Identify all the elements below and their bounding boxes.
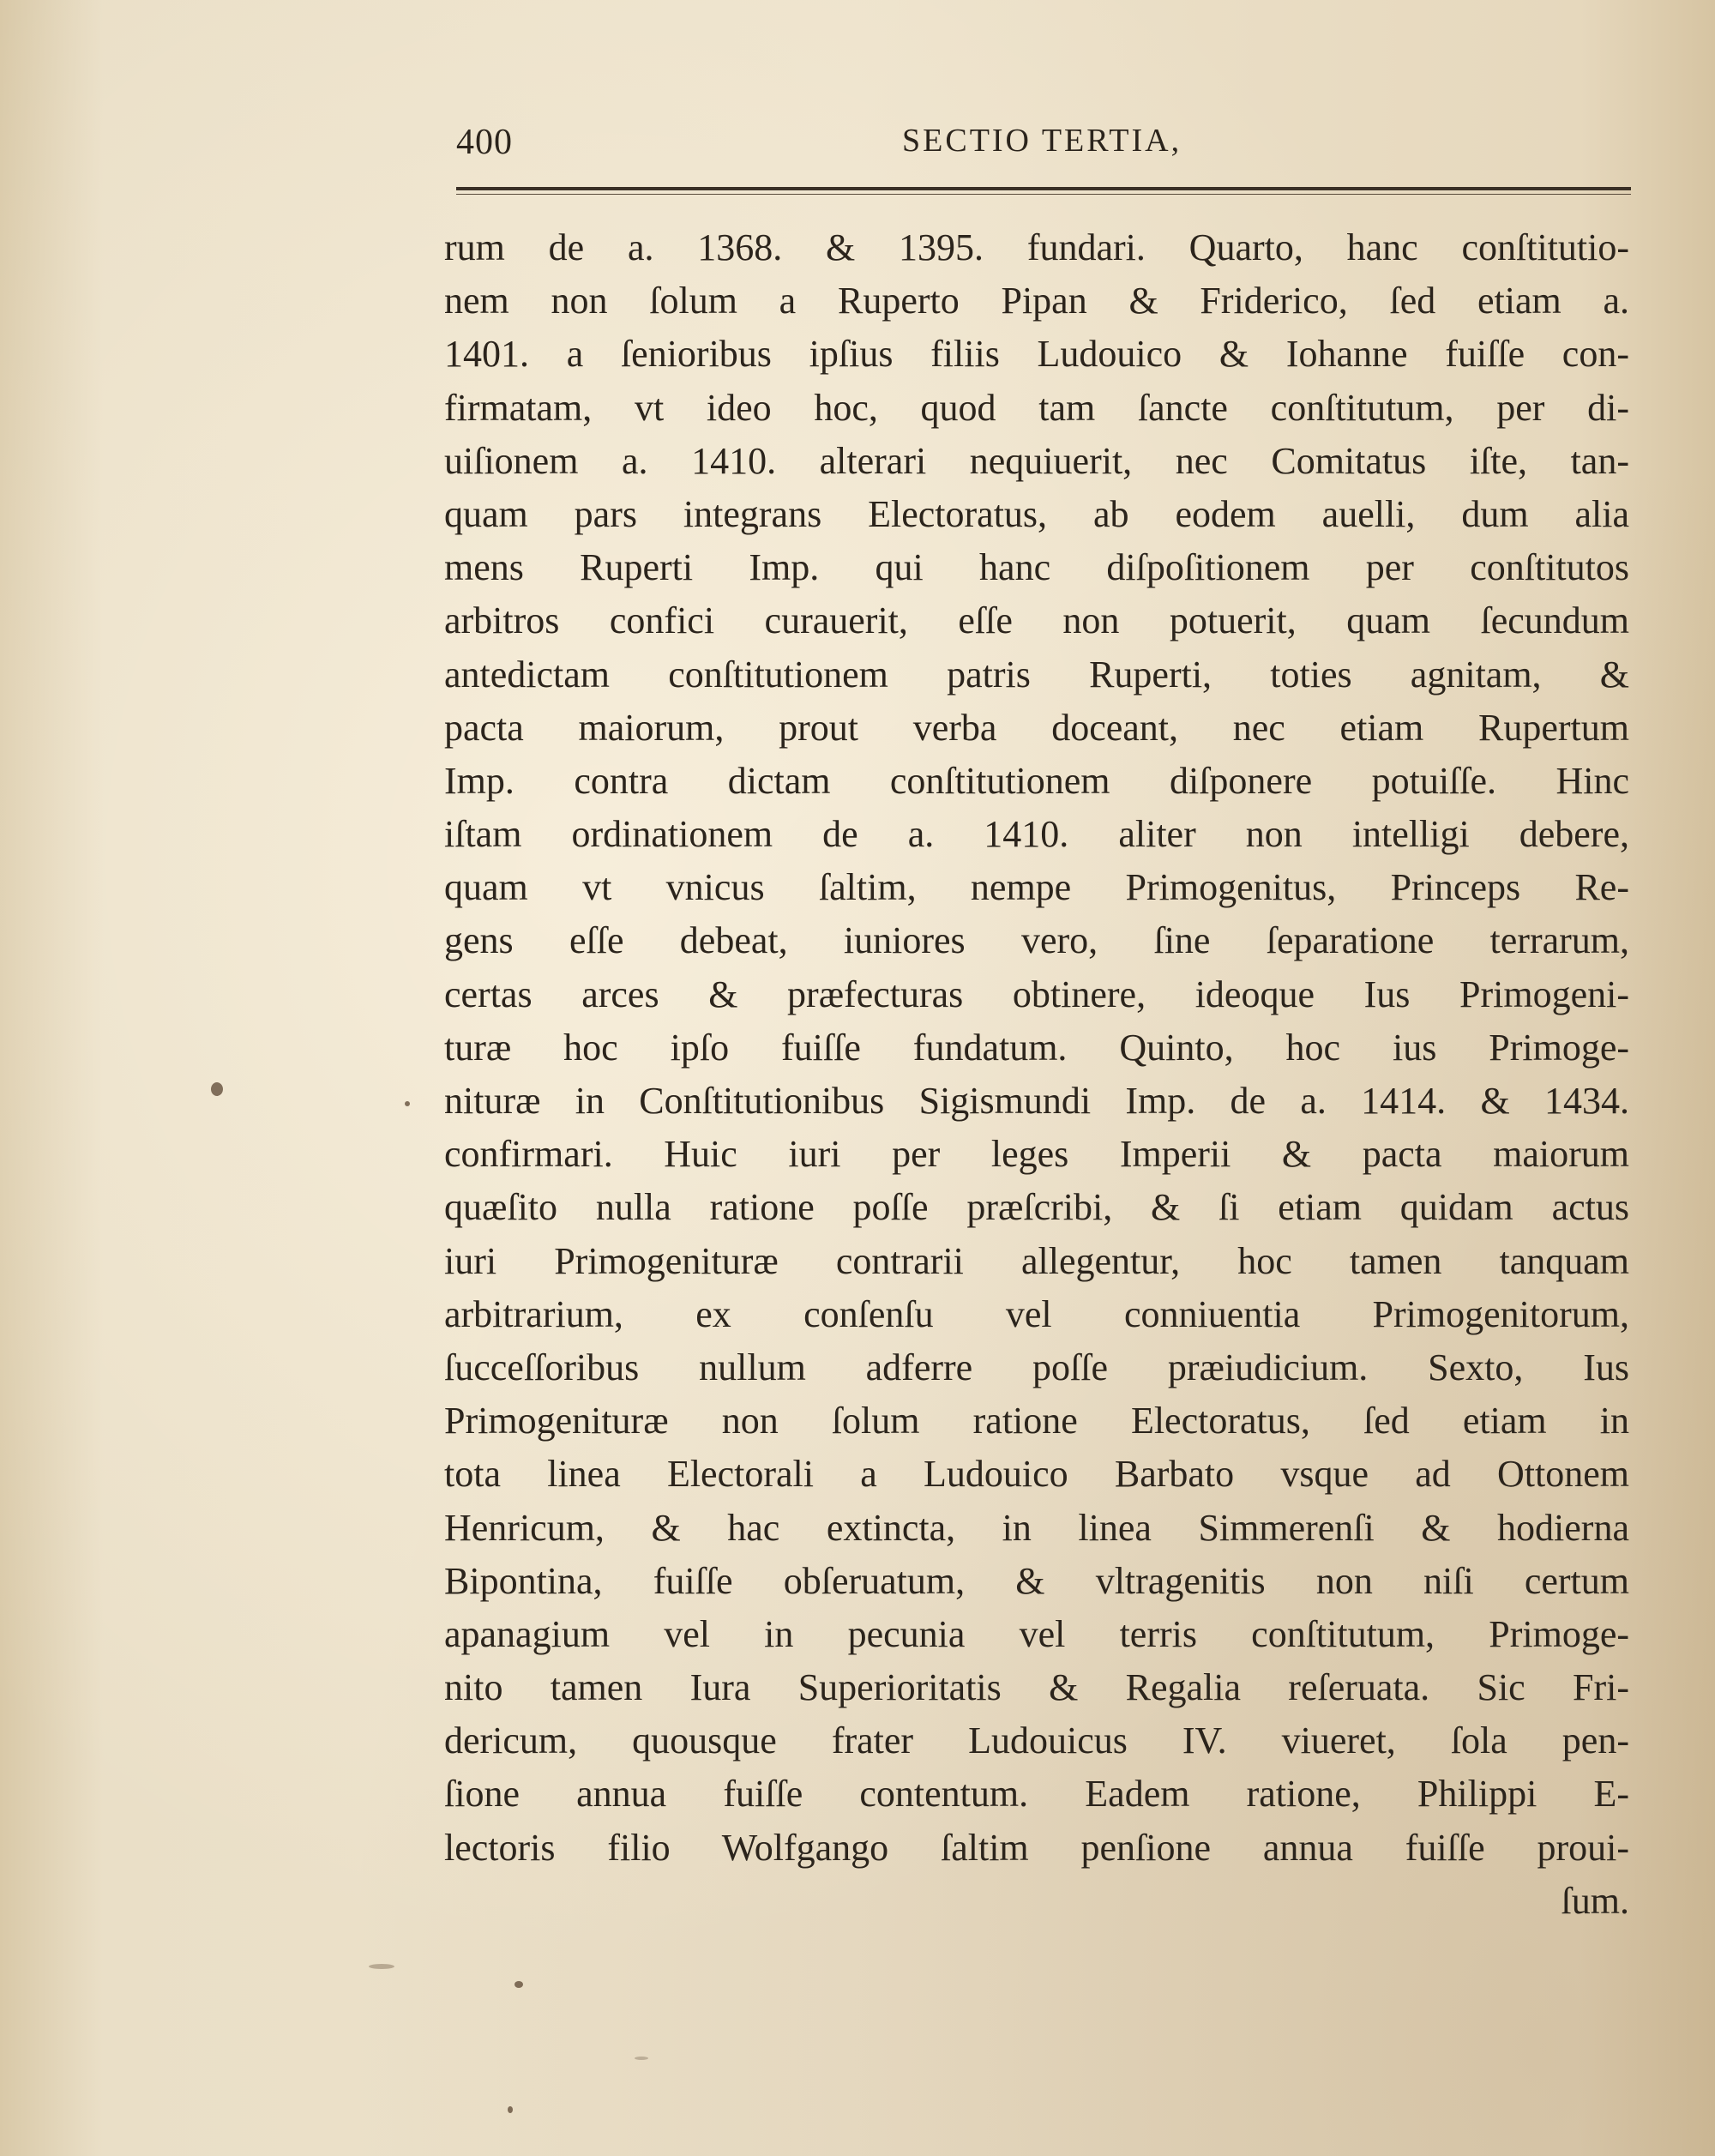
text-line: dericum, quousque frater Ludouicus IV. viueret, ſola pen- [444, 1719, 1629, 1762]
text-line: antedictam conſtitutionem patris Ruperti, toties agnitam, & [444, 653, 1629, 696]
text-line: Bipontina, fuiſſe obſeruatum, & vltragenitis non niſi certum [444, 1559, 1629, 1602]
text-line: certas arces & præfecturas obtinere, ideoque Ius Primogeni- [444, 973, 1629, 1015]
text-line: Imp. contra dictam conſtitutionem diſponere potuiſſe. Hinc [444, 759, 1629, 802]
text-line: iuri Primogenituræ contrarii allegentur, hoc tamen tanquam [444, 1239, 1629, 1282]
text-line: mens Ruperti Imp. qui hanc diſpoſitionem per conſtitutos [444, 546, 1629, 589]
text-line: ſucceſſoribus nullum adferre poſſe præiudicium. Sexto, Ius [444, 1346, 1629, 1388]
header-rule-inner [456, 194, 1631, 195]
text-line: nito tamen Iura Superioritatis & Regalia reſeruata. Sic Fri- [444, 1666, 1629, 1709]
text-line: rum de a. 1368. & 1395. fundari. Quarto, hanc conſtitutio- [444, 226, 1629, 268]
text-line: 1401. a ſenioribus ipſius filiis Ludouico & Iohanne fuiſſe con- [444, 333, 1629, 376]
paper-speck [635, 2057, 648, 2060]
paper-speck [508, 2106, 513, 2113]
text-line: pacta maiorum, prout verba doceant, nec etiam Rupertum [444, 706, 1629, 749]
text-line: arbitros confici curauerit, eſſe non potuerit, quam ſecundum [444, 599, 1629, 642]
page-header [456, 122, 1631, 173]
header-rule [456, 187, 1631, 190]
text-line: quam pars integrans Electoratus, ab eodem auelli, dum alia [444, 492, 1629, 535]
body-text [444, 221, 1629, 1928]
paper-speck [369, 1964, 394, 1969]
text-line: arbitrarium, ex conſenſu vel conniuentia Primogenitorum, [444, 1292, 1629, 1335]
catchword-line: ſum. [1561, 1879, 1629, 1922]
text-line: lectoris filio Wolfgango ſaltim penſione annua fuiſſe proui- [444, 1826, 1629, 1869]
text-line: nem non ſolum a Ruperto Pipan & Friderico, ſed etiam a. [444, 280, 1629, 322]
text-line: firmatam, vt ideo hoc, quod tam ſancte conſtitutum, per di- [444, 386, 1629, 429]
running-title: SECTIO TERTIA, [902, 123, 1182, 159]
page-number: 400 [456, 123, 513, 162]
text-line: gens eſſe debeat, iuniores vero, ſine ſeparatione terrarum, [444, 919, 1629, 962]
paper-speck [405, 1101, 410, 1106]
text-line: nituræ in Conſtitutionibus Sigismundi Imp. de a. 1414. & 1434. [444, 1080, 1629, 1122]
text-line: ſione annua fuiſſe contentum. Eadem ratione, Philippi E- [444, 1773, 1629, 1816]
paper-speck [211, 1082, 223, 1096]
text-line: confirmari. Huic iuri per leges Imperii & pacta maiorum [444, 1133, 1629, 1176]
text-line: tota linea Electorali a Ludouico Barbato vsque ad Ottonem [444, 1453, 1629, 1496]
text-line: Henricum, & hac extincta, in linea Simmerenſi & hodierna [444, 1506, 1629, 1549]
text-line: apanagium vel in pecunia vel terris conſtitutum, Primoge- [444, 1612, 1629, 1655]
text-line: turæ hoc ipſo fuiſſe fundatum. Quinto, hoc ius Primoge- [444, 1026, 1629, 1069]
paper-speck [514, 1981, 523, 1988]
text-line: uiſionem a. 1410. alterari nequiuerit, nec Comitatus iſte, tan- [444, 439, 1629, 482]
text-line: quam vt vnicus ſaltim, nempe Primogenitus, Princeps Re- [444, 866, 1629, 909]
text-line: iſtam ordinationem de a. 1410. aliter non intelligi debere, [444, 813, 1629, 856]
text-line: quæſito nulla ratione poſſe præſcribi, & ſi etiam quidam actus [444, 1186, 1629, 1229]
text-line: Primogenituræ non ſolum ratione Electoratus, ſed etiam in [444, 1400, 1629, 1442]
